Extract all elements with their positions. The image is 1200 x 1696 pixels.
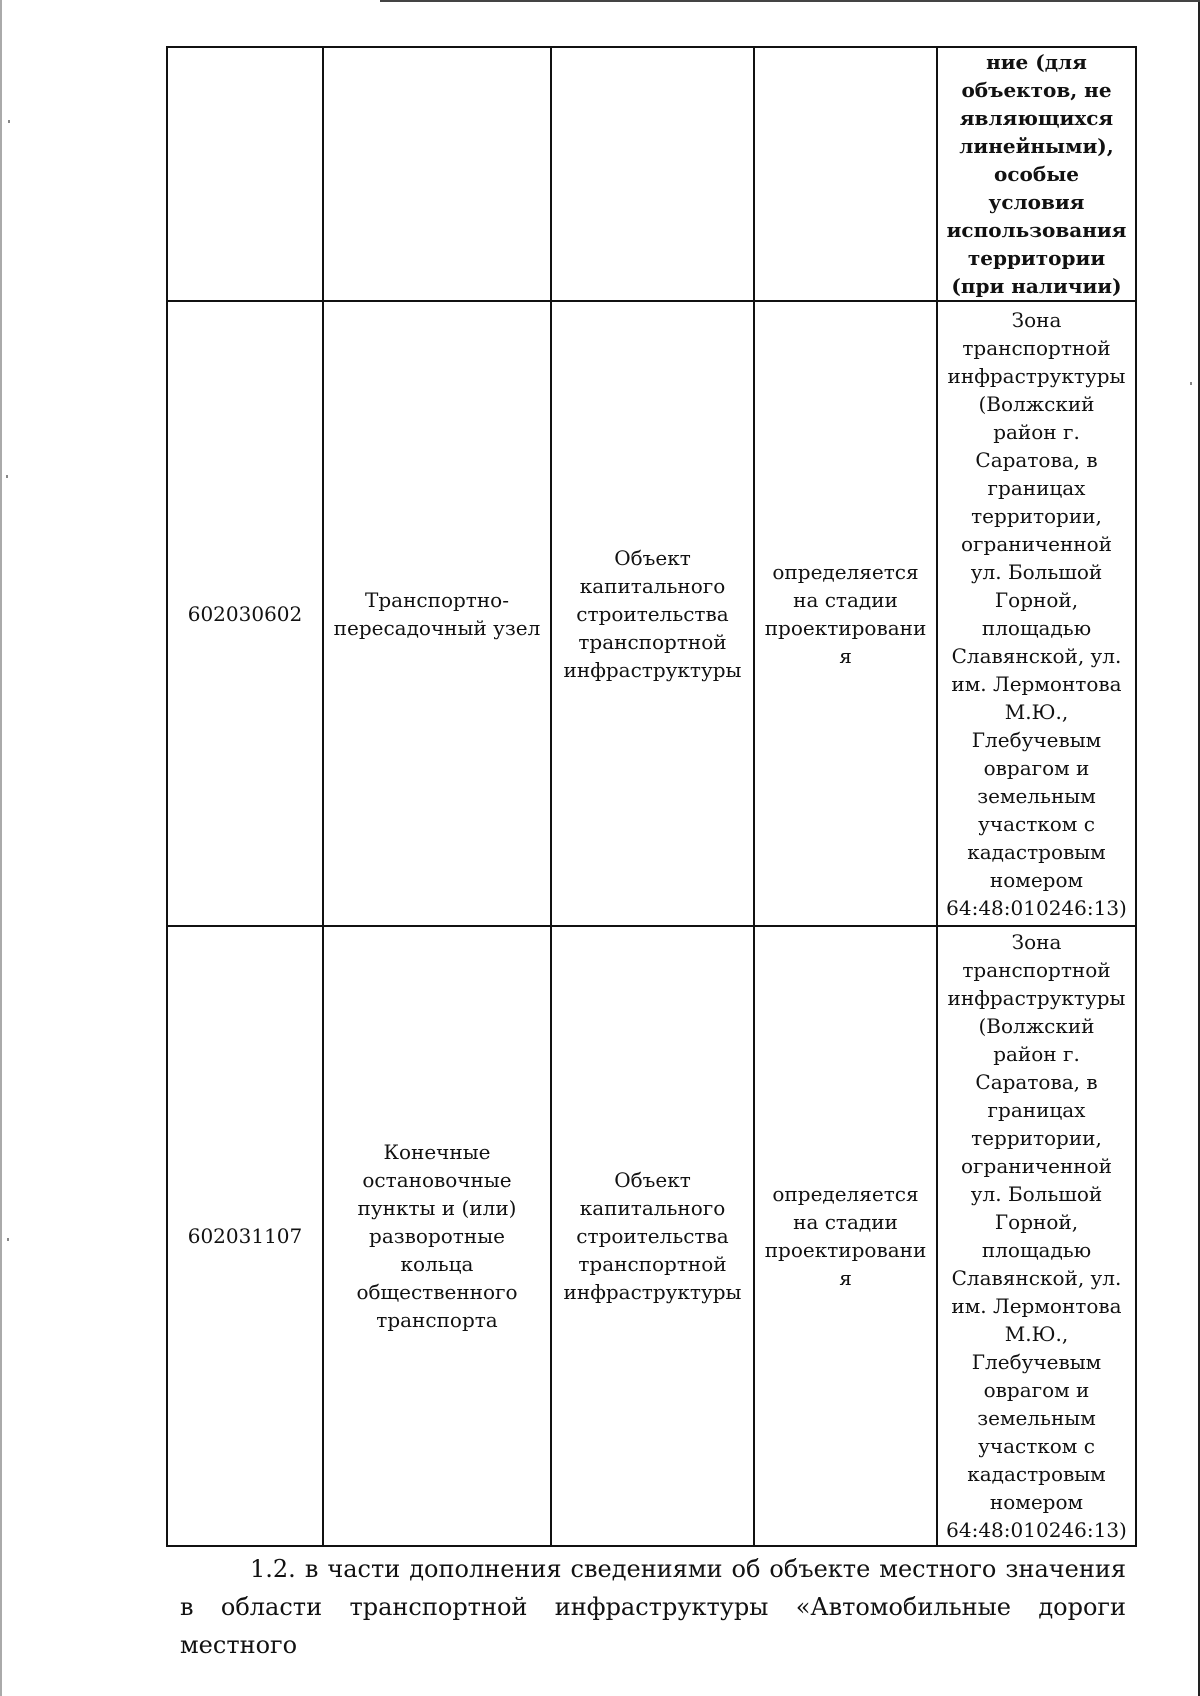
cell-location xyxy=(754,926,937,1546)
location-text: определяется на стадии проектировани я xyxy=(764,1182,927,1290)
cell-type xyxy=(551,301,754,926)
header-cell-empty xyxy=(754,47,937,301)
cell-code xyxy=(167,301,323,926)
page-edge-left xyxy=(0,0,2,1696)
name-text: Транспортно- пересадочный узел xyxy=(333,587,541,640)
cell-code xyxy=(167,926,323,1546)
top-rule xyxy=(380,0,1200,2)
type-text: Объект капитального строительства транспортной инфраструктуры xyxy=(563,1168,742,1304)
zone-text: Зона транспортной инфраструктуры (Волжский район г. Саратова, в границах территории, ограниченной ул. Большой Горной, площадью Славянской, ул. им. Лермонтова М.Ю., Глебучевым оврагом и земельным участком с кадастровым номером 64:48:010246:13) xyxy=(946,307,1127,920)
scan-mark xyxy=(6,475,8,478)
table-header-row xyxy=(167,47,1136,301)
table-row xyxy=(167,301,1136,926)
cell-zone xyxy=(937,926,1136,1546)
code-text: 602031107 xyxy=(187,1224,303,1248)
scan-mark xyxy=(1190,382,1192,385)
cell-location xyxy=(754,301,937,926)
table-row xyxy=(167,926,1136,1546)
cell-name xyxy=(323,301,551,926)
header-cell-empty xyxy=(323,47,551,301)
cell-name xyxy=(323,926,551,1546)
body-paragraph: 1.2. в части дополнения сведениями об объекте местного значения в области транспортной инфраструктуры «Автомобильные дороги местного xyxy=(180,1555,1126,1659)
name-text: Конечные остановочные пункты и (или) разворотные кольца общественного транспорта xyxy=(356,1140,518,1332)
header-cell-empty xyxy=(551,47,754,301)
location-text: определяется на стадии проектировани я xyxy=(764,559,927,668)
header-cell-empty xyxy=(167,47,323,301)
cell-type xyxy=(551,926,754,1546)
cell-zone xyxy=(937,301,1136,926)
scan-mark xyxy=(8,120,10,123)
header-cell-zone xyxy=(937,47,1136,301)
objects-table xyxy=(166,46,1137,1547)
scan-mark xyxy=(7,1238,9,1241)
header-zone-text: ние (для объектов, не являющихся линейными), особые условия использования территории (при наличии) xyxy=(946,50,1127,298)
type-text: Объект капитального строительства транспортной инфраструктуры xyxy=(563,545,742,682)
zone-text: Зона транспортной инфраструктуры (Волжский район г. Саратова, в границах территории, ограниченной ул. Большой Горной, площадью Славянской, ул. им. Лермонтова М.Ю., Глебучевым оврагом и земельным участком с кадастровым номером 64:48:010246:13) xyxy=(946,930,1127,1542)
code-text: 602030602 xyxy=(187,601,303,626)
